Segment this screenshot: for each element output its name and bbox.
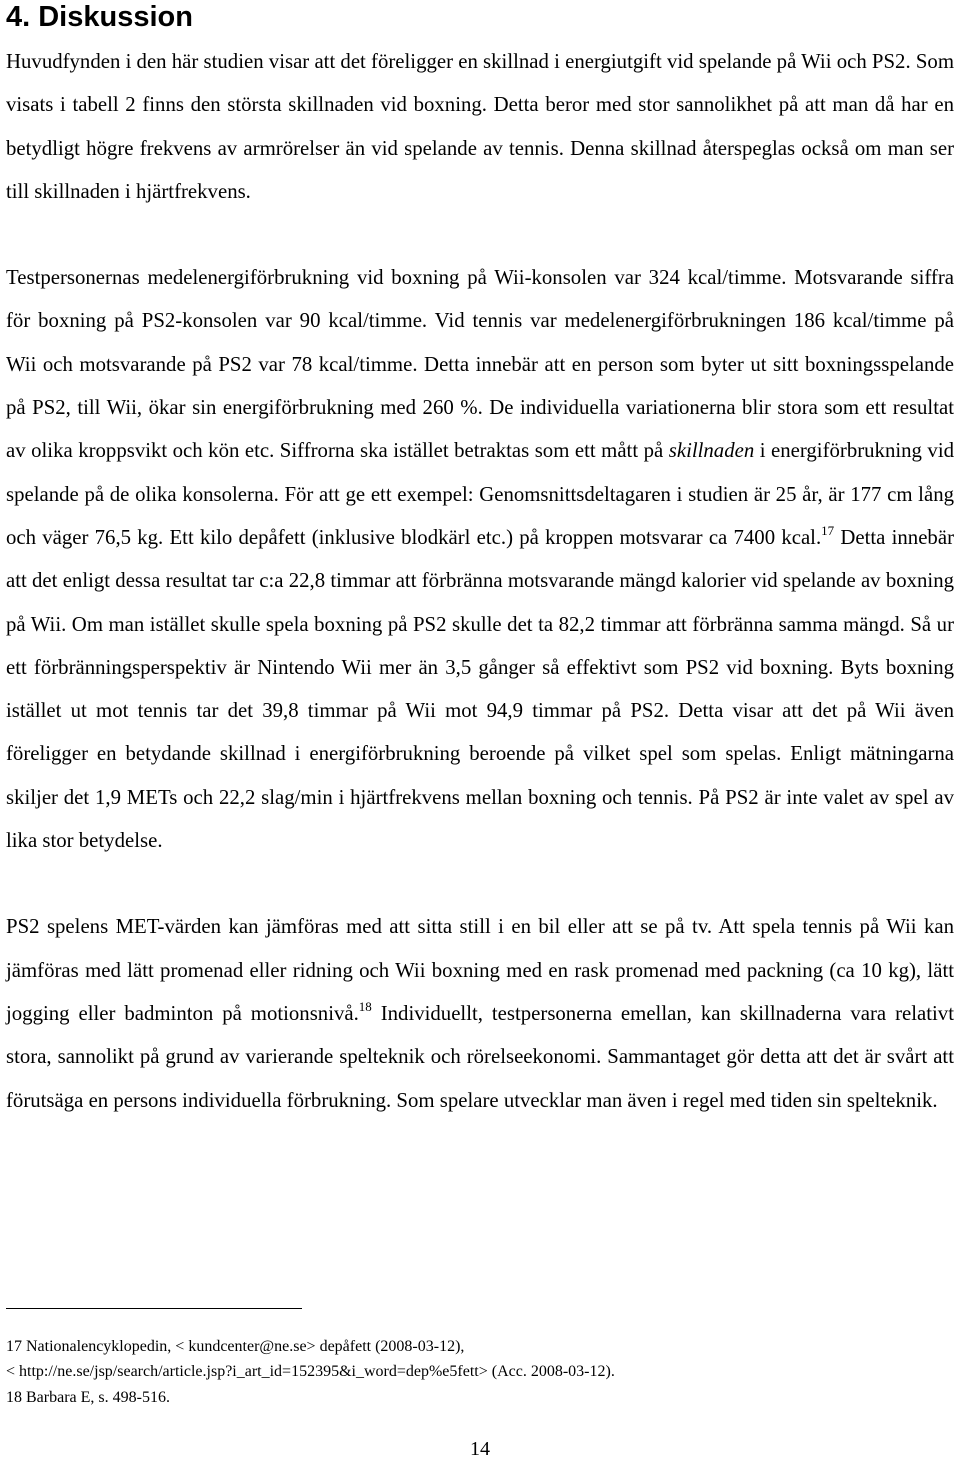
paragraph-1-text: Huvudfynden i den här studien visar att det föreligger en skillnad i energiutgift vid spelande på Wii och PS2. Som visats i tabell 2 finns den största skillnaden vid boxning. Detta beror med stor sannolikhet på att man då har en betydligt högre frekvens av armrörelser än vid spelande av tennis. Denna skillnad återspeglas också om man ser till skillnaden i hjärtfrekvens. <box>6 50 954 203</box>
paragraph-2-text-b: i energiförbrukning vid spelande på de olika konsolerna. För att ge ett exempel: Genomsnittsdeltagaren i studien är 25 år, är 177 cm lång och väger 76,5 kg. Ett kilo depåfett (inklusive blodkärl etc.) på kroppen motsvarar ca 7400 kcal. <box>6 439 954 549</box>
paragraph-2-text-a: Testpersonernas medelenergiförbrukning vid boxning på Wii-konsolen var 324 kcal/timme. Motsvarande siffra för boxning på PS2-konsolen var 90 kcal/timme. Vid tennis var medelenergiförbrukningen 186 kcal/timme på Wii och motsvarande på PS2 var 78 kcal/timme. Detta innebär att en person som byter ut sitt boxningsspelande på PS2, till Wii, ökar sin energiförbrukning med 260 %. De individuella variationerna blir stora som ett resultat av olika kroppsvikt och kön etc. Siffrorna ska istället betraktas som ett mått på <box>6 266 954 463</box>
footnote-17-line-1: 17 Nationalencyklopedin, < kundcenter@ne.se> depåfett (2008-03-12), <box>6 1338 465 1355</box>
paragraph-3-text-b: Individuellt, testpersonerna emellan, kan skillnaderna vara relativt stora, sannolikt på grund av varierande spelteknik och rörelseekonomi. Sammantaget gör detta att det är svårt att förutsäga en persons individuella förbrukning. Som spelare utvecklar man även i regel med tiden sin spelteknik. <box>6 1001 954 1112</box>
footnote-18: 18 Barbara E, s. 498-516. <box>6 1388 170 1406</box>
paragraph-2 <box>6 256 954 862</box>
footnote-separator <box>6 1308 302 1309</box>
footnote-ref-17[interactable]: 17 <box>821 522 835 538</box>
footnote-17-line-2[interactable]: < http://ne.se/jsp/search/article.jsp?i_art_id=152395&i_word=dep%e5fett> (Acc. 2008-03-12). <box>6 1363 615 1381</box>
paragraph-3 <box>6 905 954 1121</box>
paragraph-3-text-a: PS2 spelens MET-värden kan jämföras med att sitta still i en bil eller att se på tv. Att spela tennis på Wii kan jämföras med lätt promenad eller ridning och Wii boxning med en rask promenad med packning (ca 10 kg), lätt jogging eller badminton på motionsnivå. <box>6 915 954 1025</box>
paragraph-gap <box>6 862 954 905</box>
emphasis-skillnaden: skillnaden <box>668 439 755 463</box>
section-heading: 4. Diskussion <box>6 1 193 33</box>
paragraph-2-text-c: Detta innebär att det enligt dessa resultat tar c:a 22,8 timmar att förbränna motsvarande mängd kalorier vid spelande av boxning på Wii. Om man istället skulle spela boxning på PS2 skulle det ta 82,2 timmar att förbränna samma mängd. Så ur ett förbränningsperspektiv är Nintendo Wii mer än 3,5 gånger så effektivt som PS2 vid boxning. Byts boxning istället ut mot tennis tar det 39,8 timmar på Wii mot 94,9 timmar på PS2. Detta visar att det på Wii även föreligger en betydande skillnad i energiförbrukning beroende på vilket spel som spelas. Enligt mätningarna skiljer det 1,9 METs och 22,2 slag/min i hjärtfrekvens mellan boxning och tennis. På PS2 är inte valet av spel av lika stor betydelse. <box>6 525 954 853</box>
paragraph-gap <box>6 213 954 256</box>
footnotes <box>6 1334 946 1410</box>
page-number: 14 <box>470 1438 490 1460</box>
footnote-ref-18[interactable]: 18 <box>358 998 372 1014</box>
paragraph-1 <box>6 40 954 213</box>
